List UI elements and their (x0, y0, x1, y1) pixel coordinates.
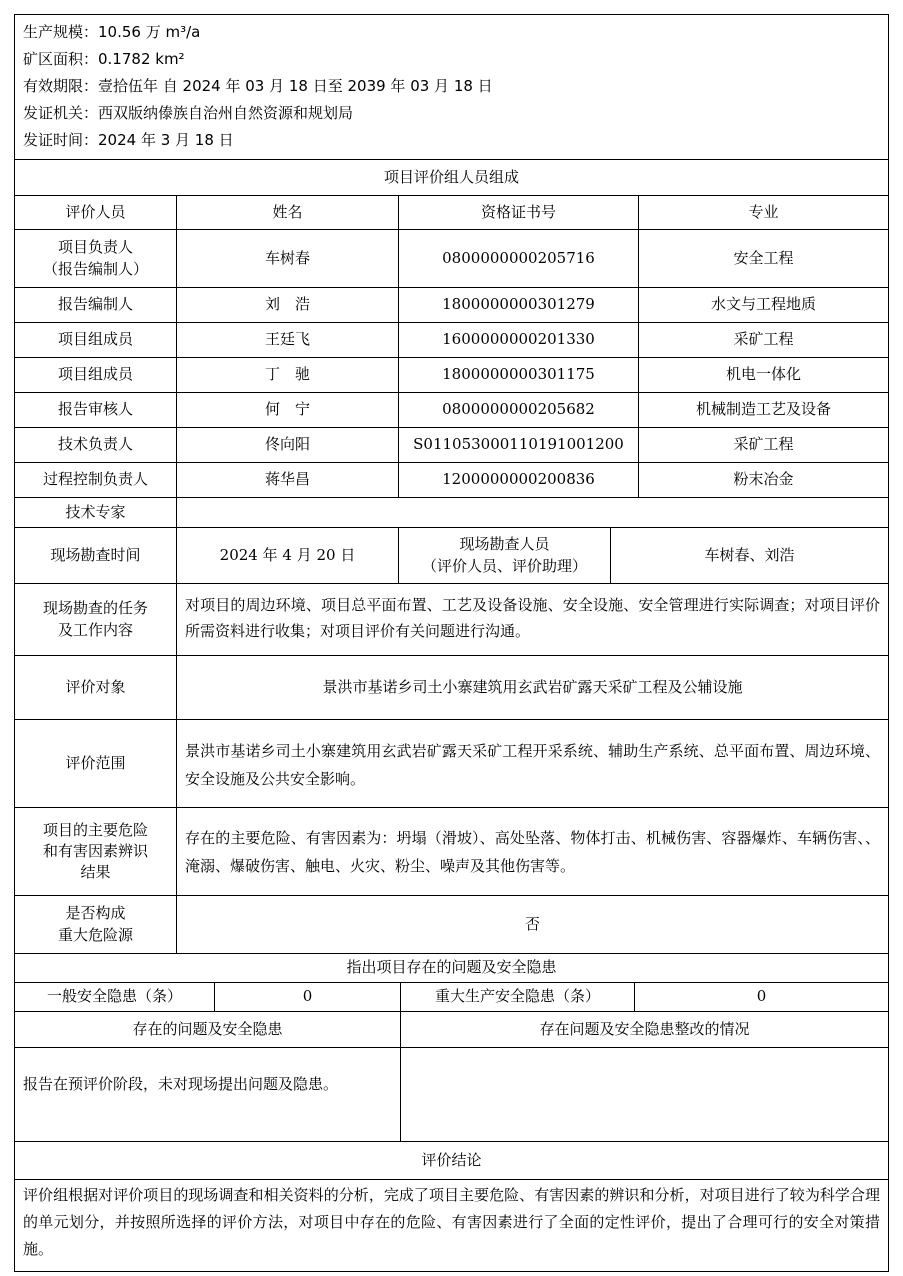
table-row (15, 323, 888, 358)
conclusion-title: 评价结论 (421, 1150, 482, 1169)
member-major: 安全工程 (733, 248, 794, 267)
major-hazard-row (15, 896, 888, 954)
member-cert: 0800000000205716 (399, 230, 639, 287)
table-row (15, 358, 888, 393)
eval-scope-label: 评价范围 (15, 720, 177, 807)
issue-count-row (15, 983, 888, 1012)
conclusion-title-row (15, 1142, 888, 1180)
table-row (15, 230, 888, 288)
header-role: 评价人员 (15, 196, 177, 229)
general-hazard-count: 0 (215, 983, 401, 1011)
validity-period: 有效期限：壹拾伍年 自 2024 年 03 月 18 日至 2039 年 03 月 18 日 (23, 77, 493, 95)
member-name: 佟向阳 (177, 428, 399, 462)
member-major: 采矿工程 (733, 330, 794, 349)
member-role: 报告审核人 (15, 393, 177, 427)
team-title-text: 项目评价组人员组成 (383, 167, 519, 186)
survey-staff-label: 现场勘查人员 （评价人员、评价助理） (399, 528, 611, 583)
member-role: 项目负责人 （报告编制人） (15, 230, 177, 287)
member-name: 何 宁 (177, 393, 399, 427)
member-cert: 1800000000301279 (399, 288, 639, 322)
table-row (15, 463, 888, 498)
member-major: 采矿工程 (733, 435, 794, 454)
eval-object-row (15, 656, 888, 720)
hazard-row (15, 808, 888, 896)
member-major: 机械制造工艺及设备 (695, 400, 831, 419)
member-major: 水文与工程地质 (710, 295, 816, 314)
survey-time-value: 2024 年 4 月 20 日 (177, 528, 399, 583)
survey-task-row (15, 584, 888, 656)
member-name: 刘 浩 (177, 288, 399, 322)
member-cert: S011053000110191001200 (399, 428, 639, 462)
major-hazard-value: 否 (524, 914, 540, 933)
issues-section-title (15, 954, 888, 983)
member-role: 报告编制人 (15, 288, 177, 322)
survey-time-label: 现场勘查时间 (15, 528, 177, 583)
conclusion-text: 评价组根据对评价项目的现场调查和相关资料的分析，完成了项目主要危险、有害因素的辨识和分析，对项目进行了较为科学合理的单元划分，并按照所选择的评价方法，对项目中存在的危险、有害因素进行了全面的定性评价，提出了合理可行的安全对策措施。 (23, 1186, 880, 1258)
table-row (15, 428, 888, 463)
eval-object-label: 评价对象 (15, 656, 177, 719)
eval-object-value: 景洪市基诺乡司土小寨建筑用玄武岩矿露天采矿工程及公辅设施 (322, 677, 743, 696)
issue-date: 发证时间：2024 年 3 月 18 日 (23, 131, 234, 149)
major-hazard-label: 是否构成 重大危险源 (15, 896, 177, 953)
table-row (15, 288, 888, 323)
survey-task-value: 对项目的周边环境、项目总平面布置、工艺及设备设施、安全设施、安全管理进行实际调查；对项目评价所需资料进行收集；对项目评价有关问题进行沟通。 (185, 596, 880, 640)
problems-value: 报告在预评价阶段，未对现场提出问题及隐患。 (15, 1048, 401, 1141)
expert-label: 技术专家 (15, 498, 177, 527)
member-role: 项目组成员 (15, 323, 177, 357)
member-cert: 1800000000301175 (399, 358, 639, 392)
member-major: 粉末冶金 (733, 470, 794, 489)
survey-staff-value: 车树春、刘浩 (704, 545, 795, 564)
general-hazard-label: 一般安全隐患（条） (15, 983, 215, 1011)
major-hazard-count-label: 重大生产安全隐患（条） (401, 983, 635, 1011)
member-name: 丁 驰 (177, 358, 399, 392)
member-name: 王廷飞 (177, 323, 399, 357)
member-role: 技术负责人 (15, 428, 177, 462)
rectify-header: 存在问题及安全隐患整改的情况 (539, 1019, 750, 1038)
major-hazard-count: 0 (756, 987, 767, 1006)
header-cert: 资格证书号 (399, 196, 639, 229)
team-header-row (15, 196, 888, 230)
production-scale: 生产规模：10.56 万 m³/a (23, 23, 201, 41)
eval-scope-row (15, 720, 888, 808)
expert-value (177, 498, 888, 527)
header-major: 专业 (748, 202, 779, 221)
member-role: 过程控制负责人 (15, 463, 177, 497)
mining-area: 矿区面积：0.1782 km² (23, 50, 185, 68)
issuing-authority: 发证机关：西双版纳傣族自治州自然资源和规划局 (23, 104, 354, 122)
hazard-value: 存在的主要危险、有害因素为：坍塌（滑坡）、高处坠落、物体打击、机械伤害、容器爆炸、车辆伤害、、淹溺、爆破伤害、触电、火灾、粉尘、噪声及其他伤害等。 (185, 829, 880, 875)
member-role: 项目组成员 (15, 358, 177, 392)
evaluation-report-table (14, 14, 889, 1272)
expert-row (15, 498, 888, 528)
issue-header-row (15, 1012, 888, 1048)
issue-content-row (15, 1048, 888, 1142)
member-name: 车树春 (177, 230, 399, 287)
survey-task-label: 现场勘查的任务 及工作内容 (15, 584, 177, 655)
member-major: 机电一体化 (725, 365, 801, 384)
issues-title-text: 指出项目存在的问题及安全隐患 (346, 958, 557, 977)
header-name: 姓名 (177, 196, 399, 229)
hazard-label: 项目的主要危险 和有害因素辨识 结果 (15, 808, 177, 895)
survey-row (15, 528, 888, 584)
table-row (15, 393, 888, 428)
eval-scope-value: 景洪市基诺乡司土小寨建筑用玄武岩矿露天采矿工程开采系统、辅助生产系统、总平面布置、周边环境、安全设施及公共安全影响。 (185, 742, 880, 788)
license-info-block (15, 15, 888, 160)
member-cert: 0800000000205682 (399, 393, 639, 427)
problems-header: 存在的问题及安全隐患 (15, 1012, 401, 1047)
rectify-value (401, 1048, 888, 1141)
team-section-title (15, 160, 888, 196)
member-name: 蒋华昌 (177, 463, 399, 497)
member-cert: 1200000000200836 (399, 463, 639, 497)
member-cert: 1600000000201330 (399, 323, 639, 357)
